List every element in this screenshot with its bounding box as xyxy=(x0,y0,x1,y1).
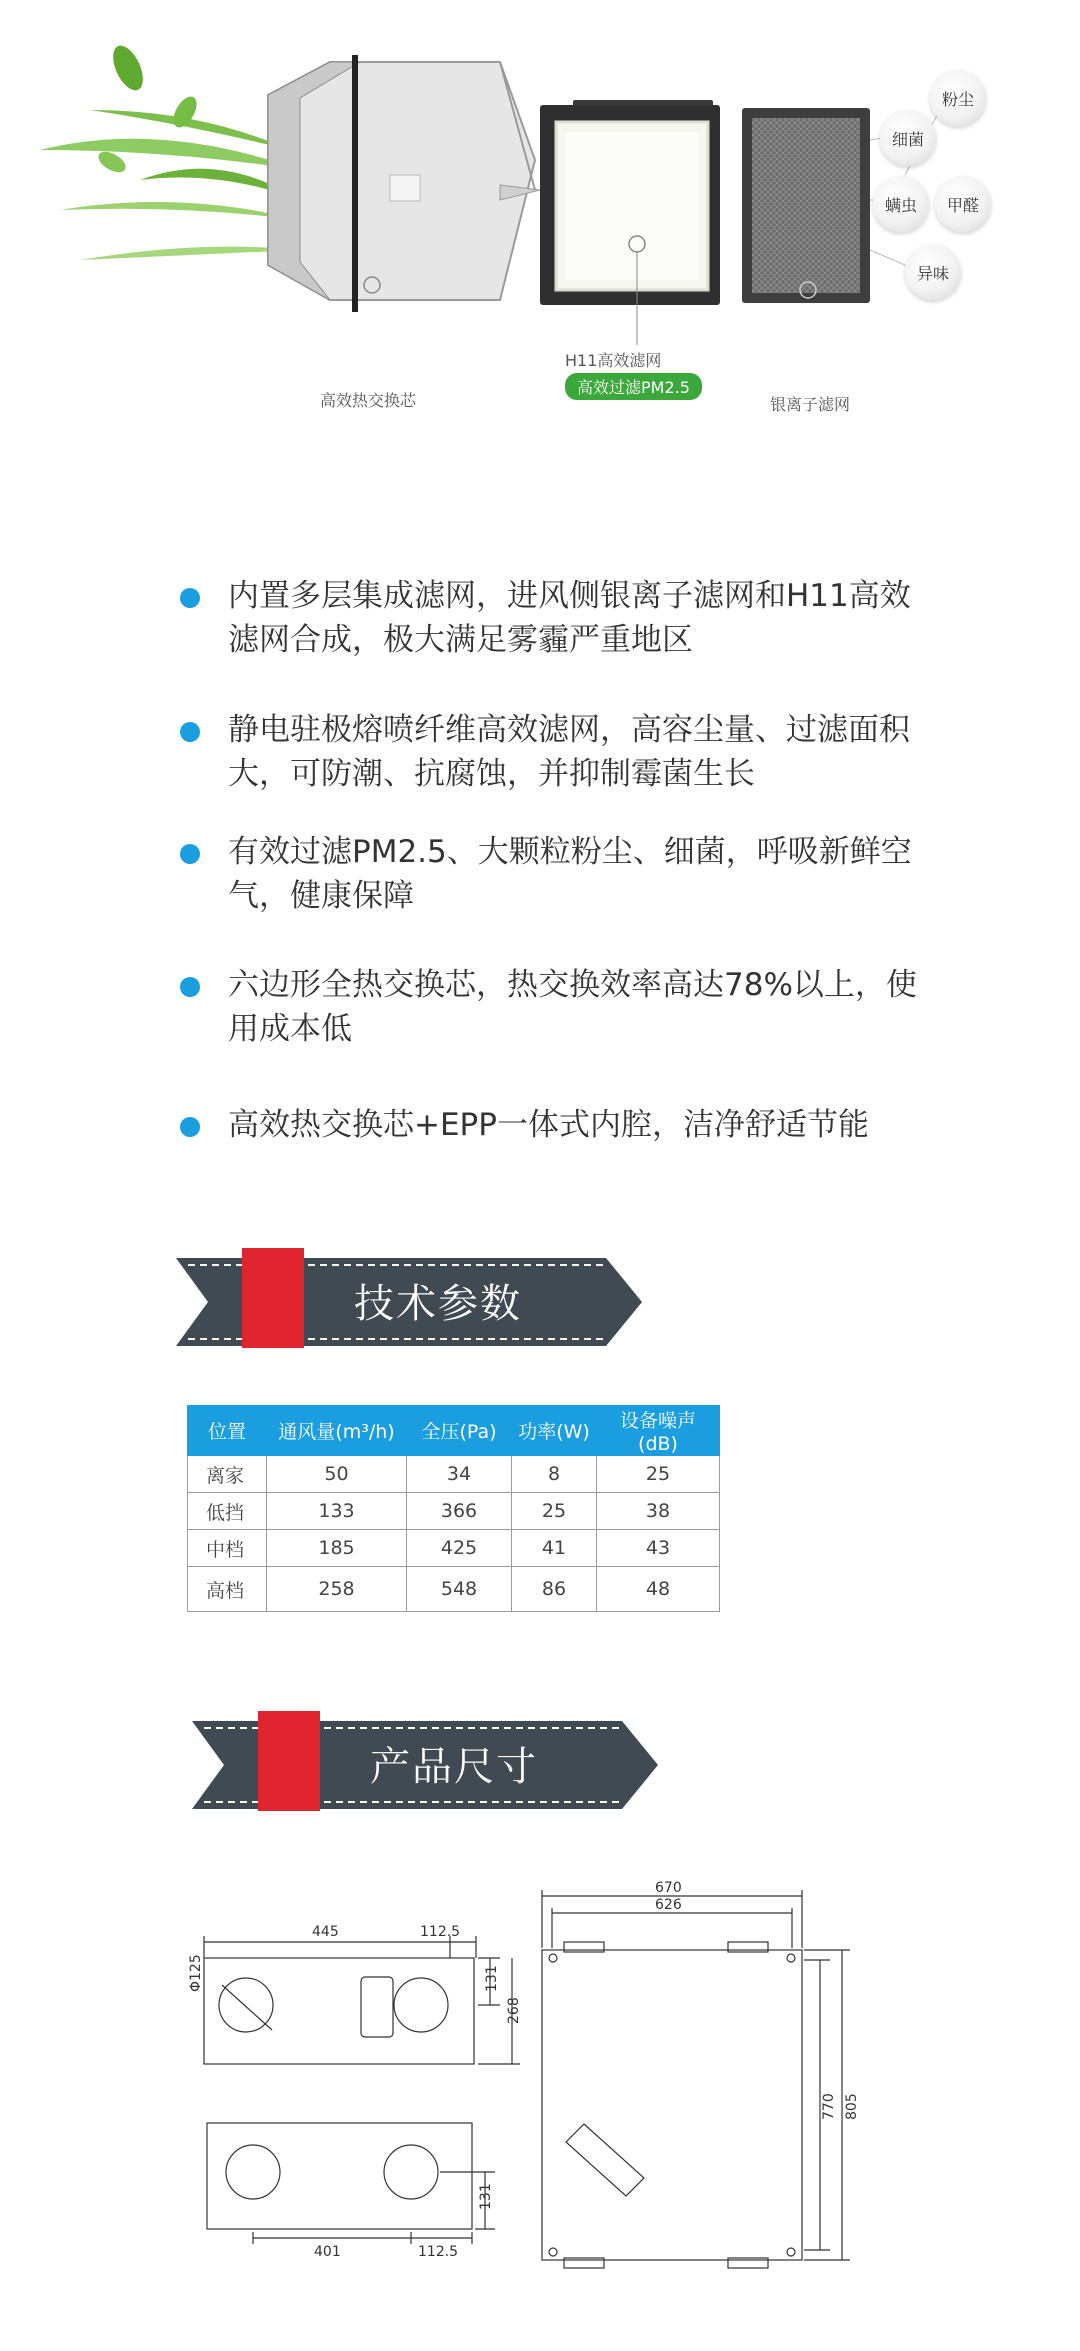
table-cell: 258 xyxy=(267,1567,407,1612)
bullet-dot xyxy=(180,977,200,997)
table-cell: 8 xyxy=(512,1456,597,1493)
pm25-pill: 高效过滤PM2.5 xyxy=(565,373,702,400)
spec-table xyxy=(187,1405,720,1612)
table-cell: 48 xyxy=(597,1567,720,1612)
bullet-dot xyxy=(180,844,200,864)
duct-circle xyxy=(384,2145,438,2199)
feature-text: 静电驻极熔喷纤维高效滤网，高容尘量、过滤面积大，可防潮、抗腐蚀，并抑制霉菌生长 xyxy=(228,712,910,792)
table-cell: 50 xyxy=(267,1456,407,1493)
heat-core-label: 高效热交换芯 xyxy=(320,391,417,410)
hepa-filter xyxy=(540,100,720,345)
silver-ion-label: 银离子滤网 xyxy=(770,395,851,414)
spec-section-banner xyxy=(176,1248,646,1348)
dim-side-w2: 626 xyxy=(655,1897,682,1913)
dim-top-h2: 268 xyxy=(506,1997,522,2024)
table-cell: 离家 xyxy=(188,1456,267,1493)
dim-top-width: 445 xyxy=(312,1924,339,1940)
table-row xyxy=(188,1456,720,1493)
bubble-formaldehyde: 甲醛 xyxy=(935,176,991,232)
table-cell: 低挡 xyxy=(188,1493,267,1530)
table-cell: 41 xyxy=(512,1530,597,1567)
col-header-power: 功率(W) xyxy=(512,1406,597,1456)
table-cell: 25 xyxy=(512,1493,597,1530)
table-cell: 中档 xyxy=(188,1530,267,1567)
bubble-mites: 螨虫 xyxy=(873,176,929,232)
top-view-body xyxy=(204,1958,474,2064)
table-cell: 185 xyxy=(267,1530,407,1567)
table-cell: 34 xyxy=(407,1456,512,1493)
side-view-body xyxy=(542,1950,802,2260)
feature-item xyxy=(180,830,940,918)
table-cell: 366 xyxy=(407,1493,512,1530)
bullet-dot xyxy=(180,1117,200,1137)
dim-bottom-h: 131 xyxy=(478,2183,494,2210)
bubble-odor: 异味 xyxy=(905,244,961,300)
col-header-noise: 设备噪声(dB) xyxy=(597,1406,720,1456)
dimension-drawings xyxy=(0,1880,1080,2280)
table-row xyxy=(188,1530,720,1567)
heat-core-outline xyxy=(566,2124,644,2196)
table-cell: 高档 xyxy=(188,1567,267,1612)
feature-text: 六边形全热交换芯，热交换效率高达78%以上，使用成本低 xyxy=(228,967,917,1047)
size-title: 产品尺寸 xyxy=(370,1744,538,1790)
spec-title: 技术参数 xyxy=(354,1281,522,1327)
dim-bottom-width: 401 xyxy=(314,2244,341,2260)
table-header-row xyxy=(188,1406,720,1456)
table-cell: 43 xyxy=(597,1530,720,1567)
dim-side-h2: 805 xyxy=(844,2093,860,2120)
feature-text: 内置多层集成滤网，进风侧银离子滤网和H11高效滤网合成，极大满足雾霾严重地区 xyxy=(228,578,911,658)
table-cell: 425 xyxy=(407,1530,512,1567)
product-image xyxy=(0,0,1080,430)
connector-box xyxy=(361,1977,393,2037)
bubble-dust: 粉尘 xyxy=(930,70,986,126)
dim-side-h1: 770 xyxy=(821,2093,837,2120)
feature-item xyxy=(180,708,940,796)
bullet-dot xyxy=(180,588,200,608)
bubble-bacteria: 细菌 xyxy=(880,110,936,166)
feature-item xyxy=(180,1103,940,1147)
table-row xyxy=(188,1567,720,1612)
dim-side-w1: 670 xyxy=(655,1880,682,1896)
feature-text: 高效热交换芯+EPP一体式内腔，洁净舒适节能 xyxy=(228,1107,869,1143)
duct-circle xyxy=(394,1978,448,2032)
col-header-pressure: 全压(Pa) xyxy=(407,1406,512,1456)
bottom-view-body xyxy=(207,2123,472,2229)
dim-phi: Φ125 xyxy=(188,1954,204,1992)
col-header-airflow: 通风量(m³/h) xyxy=(267,1406,407,1456)
table-cell: 38 xyxy=(597,1493,720,1530)
hepa-label: H11高效滤网 xyxy=(565,351,662,370)
table-row xyxy=(188,1493,720,1530)
col-header-position: 位置 xyxy=(188,1406,267,1456)
dim-bottom-right: 112.5 xyxy=(418,2244,459,2260)
table-cell: 548 xyxy=(407,1567,512,1612)
silver-ion-filter xyxy=(742,108,870,303)
feature-text: 有效过滤PM2.5、大颗粒粉尘、细菌，呼吸新鲜空气，健康保障 xyxy=(228,834,912,914)
table-cell: 25 xyxy=(597,1456,720,1493)
size-section-banner xyxy=(192,1711,662,1811)
table-cell: 133 xyxy=(267,1493,407,1530)
duct-circle xyxy=(226,2145,280,2199)
leaves-decoration xyxy=(40,41,300,260)
heat-exchanger-core xyxy=(268,55,540,312)
dim-top-right: 112.5 xyxy=(420,1924,461,1940)
feature-item xyxy=(180,574,940,662)
table-cell: 86 xyxy=(512,1567,597,1612)
feature-item xyxy=(180,963,940,1051)
dim-top-h1: 131 xyxy=(484,1965,500,1992)
bullet-dot xyxy=(180,722,200,742)
